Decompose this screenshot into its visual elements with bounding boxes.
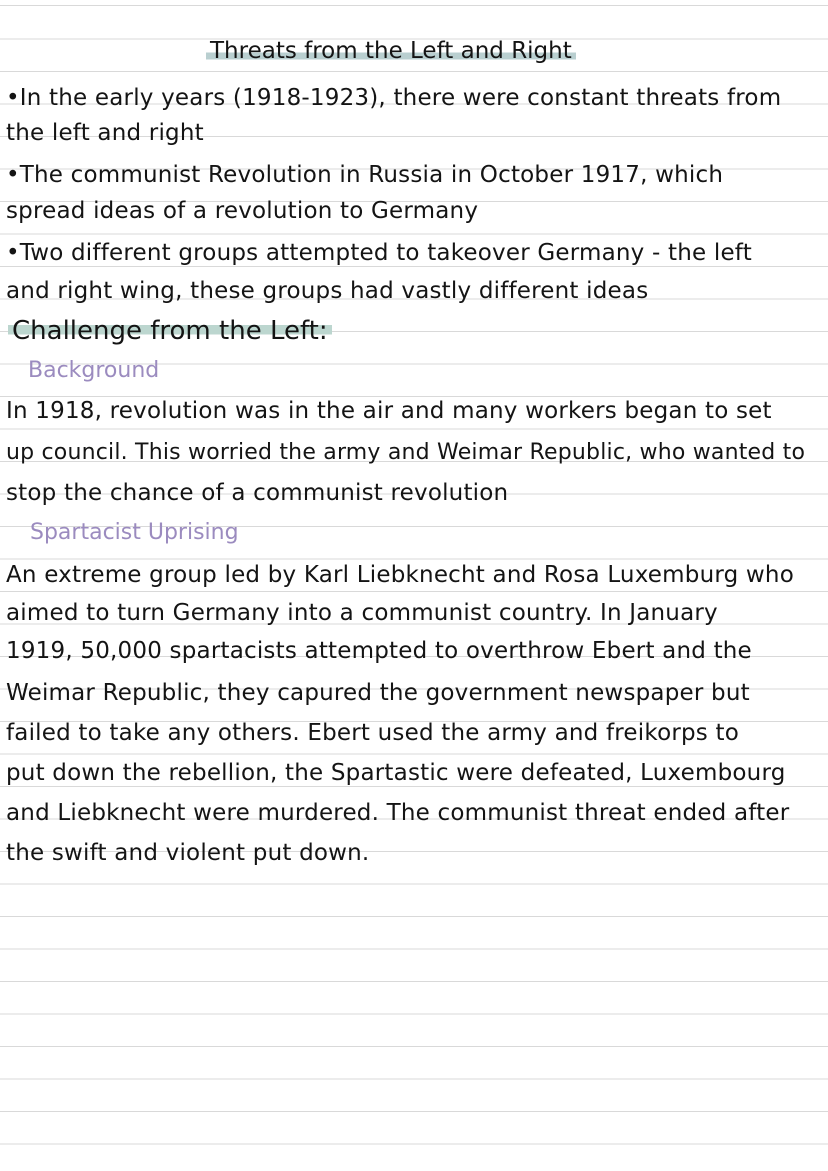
spartacist-line-1: An extreme group led by Karl Liebknecht and Rosa Luxemburg who [6,562,794,588]
subheading-spartacist-uprising: Spartacist Uprising [30,520,239,545]
page-title: Threats from the Left and Right [206,38,576,64]
spartacist-line-3: 1919, 50,000 spartacists attempted to overthrow Ebert and the [6,638,752,664]
spartacist-line-4: Weimar Republic, they capured the government newspaper but [6,680,750,706]
spartacist-line-8: the swift and violent put down. [6,840,370,866]
bullet-1-line-2: the left and right [6,120,204,146]
bullet-2-line-1: •The communist Revolution in Russia in October 1917, which [6,162,724,188]
bullet-1-line-1: •In the early years (1918-1923), there were constant threats from [6,85,782,111]
bullet-3-line-1: •Two different groups attempted to takeover Germany - the left [6,240,752,266]
spartacist-line-7: and Liebknecht were murdered. The communist threat ended after [6,800,790,826]
bullet-3-line-2: and right wing, these groups had vastly different ideas [6,278,649,304]
spartacist-line-2: aimed to turn Germany into a communist country. In January [6,600,718,626]
background-line-2: up council. This worried the army and Weimar Republic, who wanted to [6,440,806,465]
section-heading-challenge-left: Challenge from the Left: [8,316,332,346]
background-line-1: In 1918, revolution was in the air and many workers began to set [6,398,772,424]
spartacist-line-6: put down the rebellion, the Spartastic were defeated, Luxembourg [6,760,786,786]
bullet-2-line-2: spread ideas of a revolution to Germany [6,198,479,224]
spartacist-line-5: failed to take any others. Ebert used the army and freikorps to [6,720,739,746]
background-line-3: stop the chance of a communist revolution [6,480,509,506]
subheading-background: Background [28,358,160,383]
